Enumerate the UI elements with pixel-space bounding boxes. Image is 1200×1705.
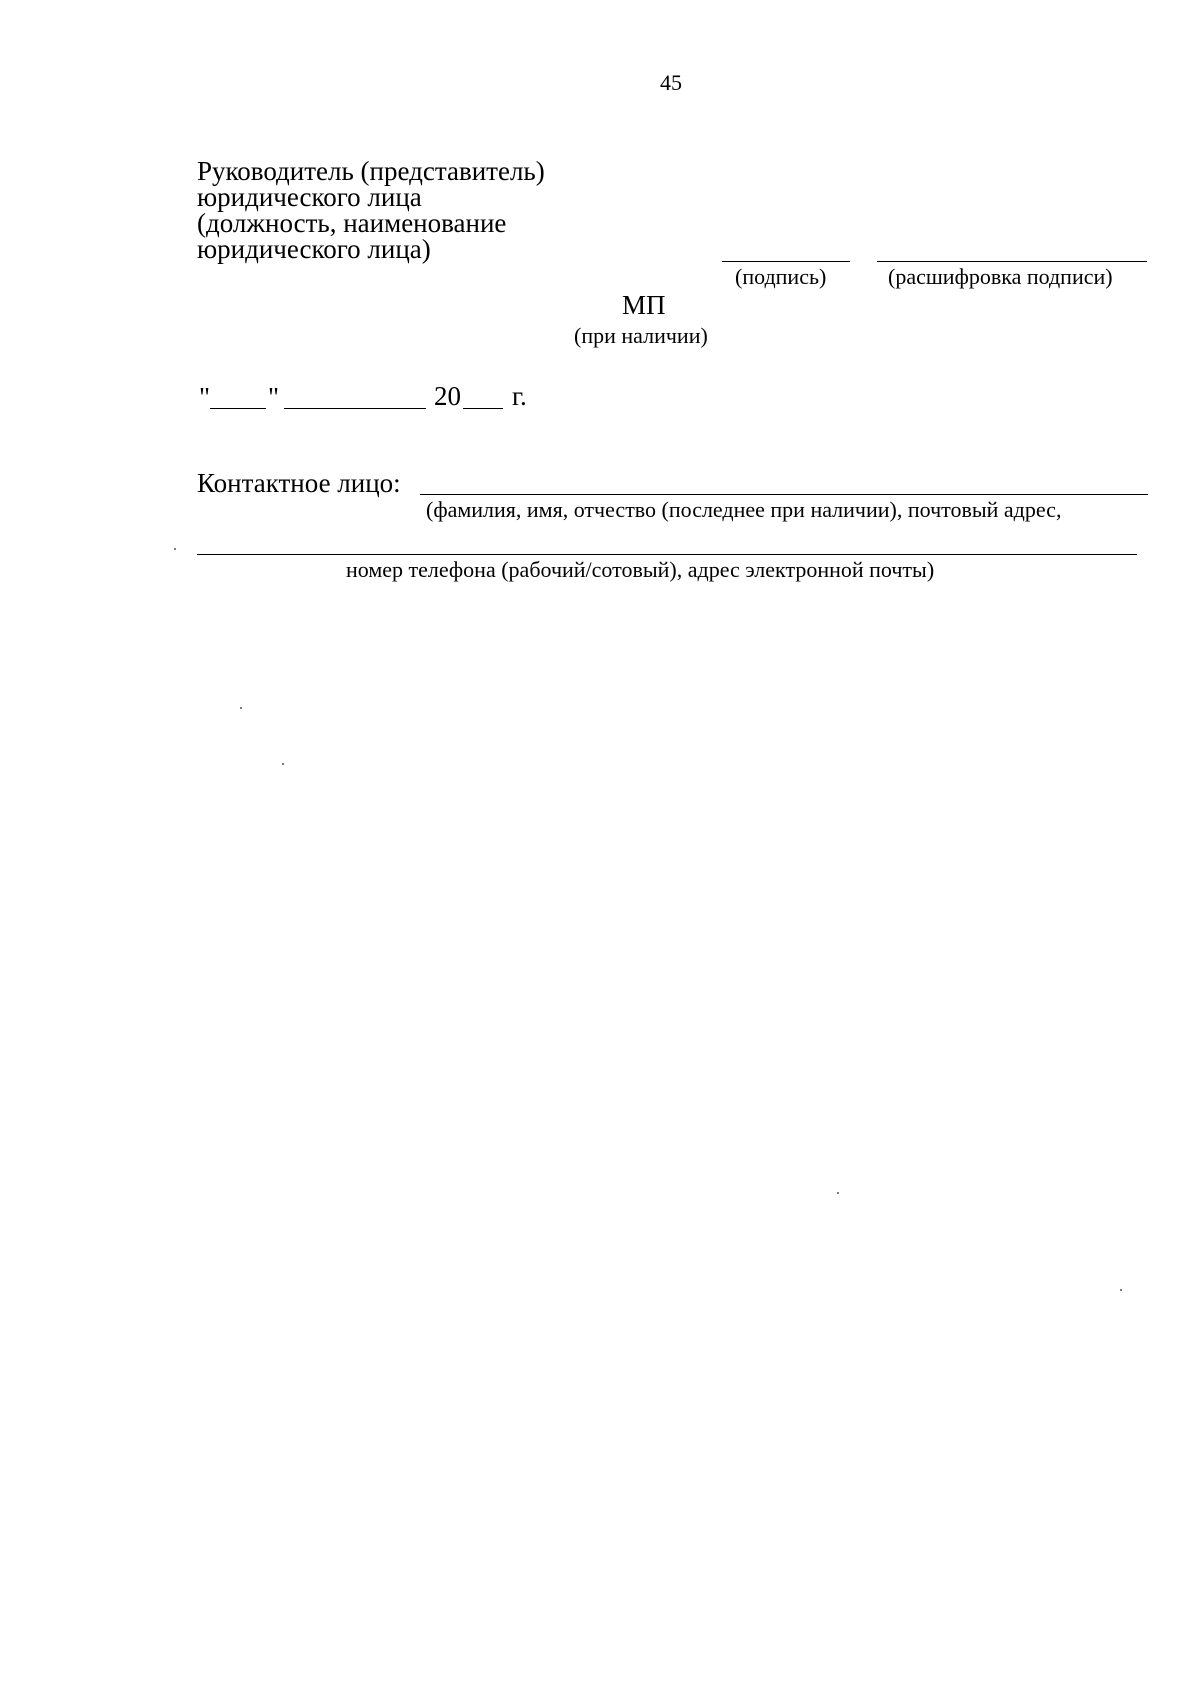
scan-speck [174,548,176,550]
signature-caption: (подпись) [735,264,827,289]
page-number: 45 [660,70,682,95]
signature-decoding-caption: (расшифровка подписи) [888,264,1113,289]
signatory-line-1: Руководитель (представитель) [197,156,545,186]
scan-speck [837,1192,839,1194]
date-year-prefix: 20 [434,381,461,411]
date-month-field[interactable] [284,408,426,409]
contact-field-line-1[interactable] [420,494,1148,495]
signatory-line-2: юридического лица [197,182,422,212]
signatory-line-3: (должность, наименование [197,208,507,238]
scan-speck [240,707,242,709]
signatory-line-4: юридического лица) [197,234,431,264]
contact-label: Контактное лицо: [197,468,401,498]
date-close-quote: " [268,382,280,412]
scan-speck [1120,1289,1122,1291]
signature-decoding-field[interactable] [877,261,1147,262]
date-open-quote: " [199,382,211,412]
contact-caption-2: номер телефона (рабочий/сотовый), адрес электронной почты) [346,557,935,582]
contact-caption-1: (фамилия, имя, отчество (последнее при наличии), почтовый адрес, [426,497,1062,522]
date-year-suffix: г. [512,381,527,411]
contact-field-line-2[interactable] [197,554,1137,555]
signatory-heading [197,158,545,262]
stamp-note: (при наличии) [574,323,708,348]
stamp-label: МП [622,290,666,320]
date-day-field[interactable] [210,408,266,409]
signature-field[interactable] [722,261,850,262]
date-year-field[interactable] [463,408,503,409]
scan-speck [282,763,284,765]
